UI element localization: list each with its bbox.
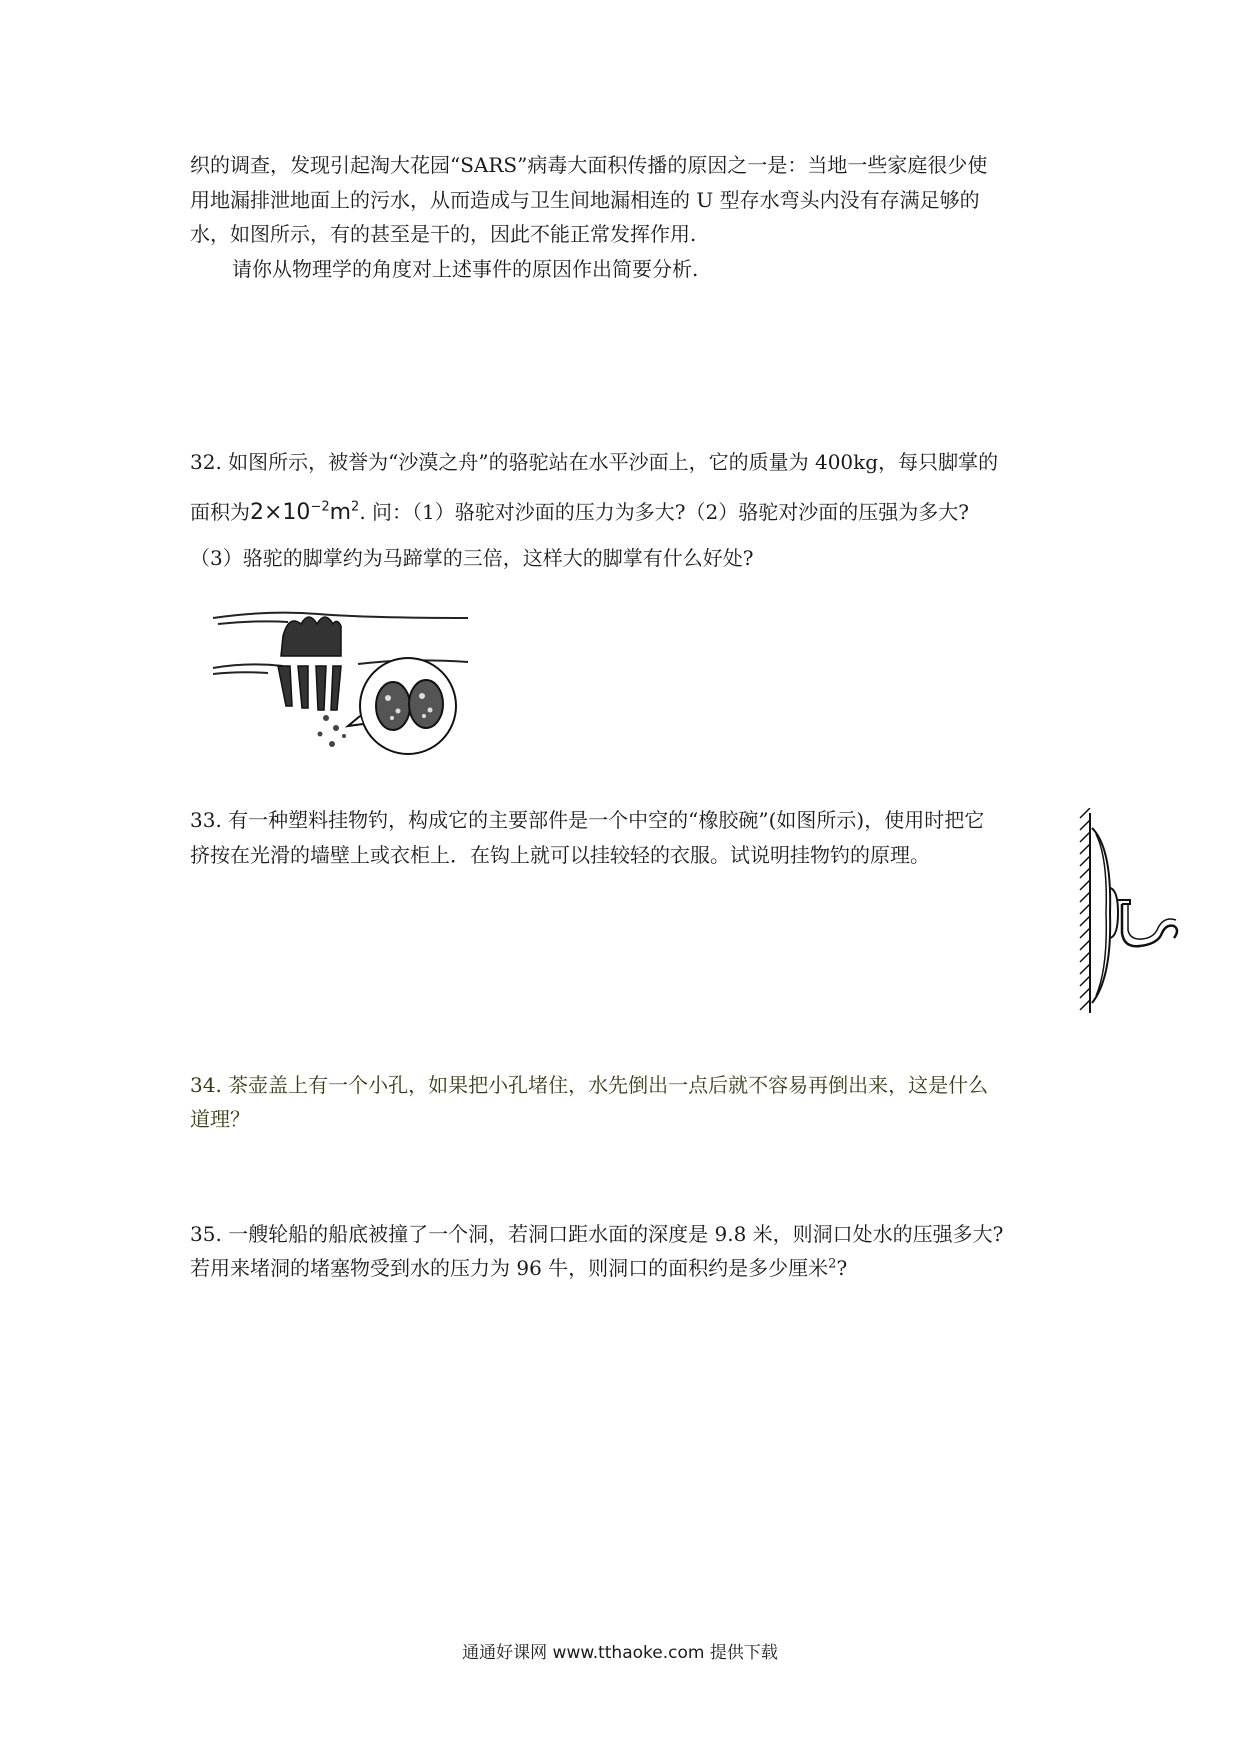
- q34-line-2: 道理？: [190, 1107, 250, 1131]
- q32-line-3: （3）骆驼的脚掌约为马蹄掌的三倍，这样大的脚掌有什么好处?: [190, 546, 754, 570]
- q32-line-2: [190, 500, 969, 525]
- intro-line-4: 请你从物理学的角度对上述事件的原因作出简要分析.: [232, 257, 699, 281]
- q33-line-1: 33. 有一种塑料挂物钓，构成它的主要部件是一个中空的“橡胶碗”(如图所示)，使用时把它: [190, 808, 985, 832]
- intro-line-1: 织的调查，发现引起淘大花园“SARS”病毒大面积传播的原因之一是：当地一些家庭很少使: [190, 153, 988, 177]
- q32-line-2-post: . 问：（1）骆驼对沙面的压力为多大?（2）骆驼对沙面的压强为多大?: [359, 500, 969, 524]
- suction-hook-illustration: [1078, 808, 1198, 1018]
- camel-illustration: [208, 596, 478, 756]
- q32-line-1: 32. 如图所示，被誉为“沙漠之舟”的骆驼站在水平沙面上，它的质量为 400kg，每只脚掌的: [190, 450, 999, 474]
- page-footer: 通通好课网 www.tthaoke.com 提供下载: [462, 1643, 778, 1663]
- intro-line-2: 用地漏排泄地面上的污水，从而造成与卫生间地漏相连的 U 型存水弯头内没有存满足够的: [190, 188, 980, 212]
- intro-line-3: 水，如图所示，有的甚至是干的，因此不能正常发挥作用.: [190, 222, 697, 246]
- area-formula: $2\times 10^{-2}m^2$: [250, 499, 360, 525]
- q33-line-2: 挤按在光滑的墙壁上或衣柜上．在钩上就可以挂较轻的衣服。试说明挂物钓的原理。: [190, 843, 930, 867]
- q35-line-2: 若用来堵洞的堵塞物受到水的压力为 96 牛，则洞口的面积约是多少厘米$^2$?: [190, 1256, 848, 1280]
- q35-line-1: 35. 一艘轮船的船底被撞了一个洞，若洞口距水面的深度是 9.8 米，则洞口处水的压强多大?: [190, 1222, 1004, 1246]
- q34-line-1: 34. 茶壶盖上有一个小孔，如果把小孔堵住，水先倒出一点后就不容易再倒出来，这是什么: [190, 1073, 989, 1097]
- q32-line-2-pre: 面积为: [190, 500, 250, 524]
